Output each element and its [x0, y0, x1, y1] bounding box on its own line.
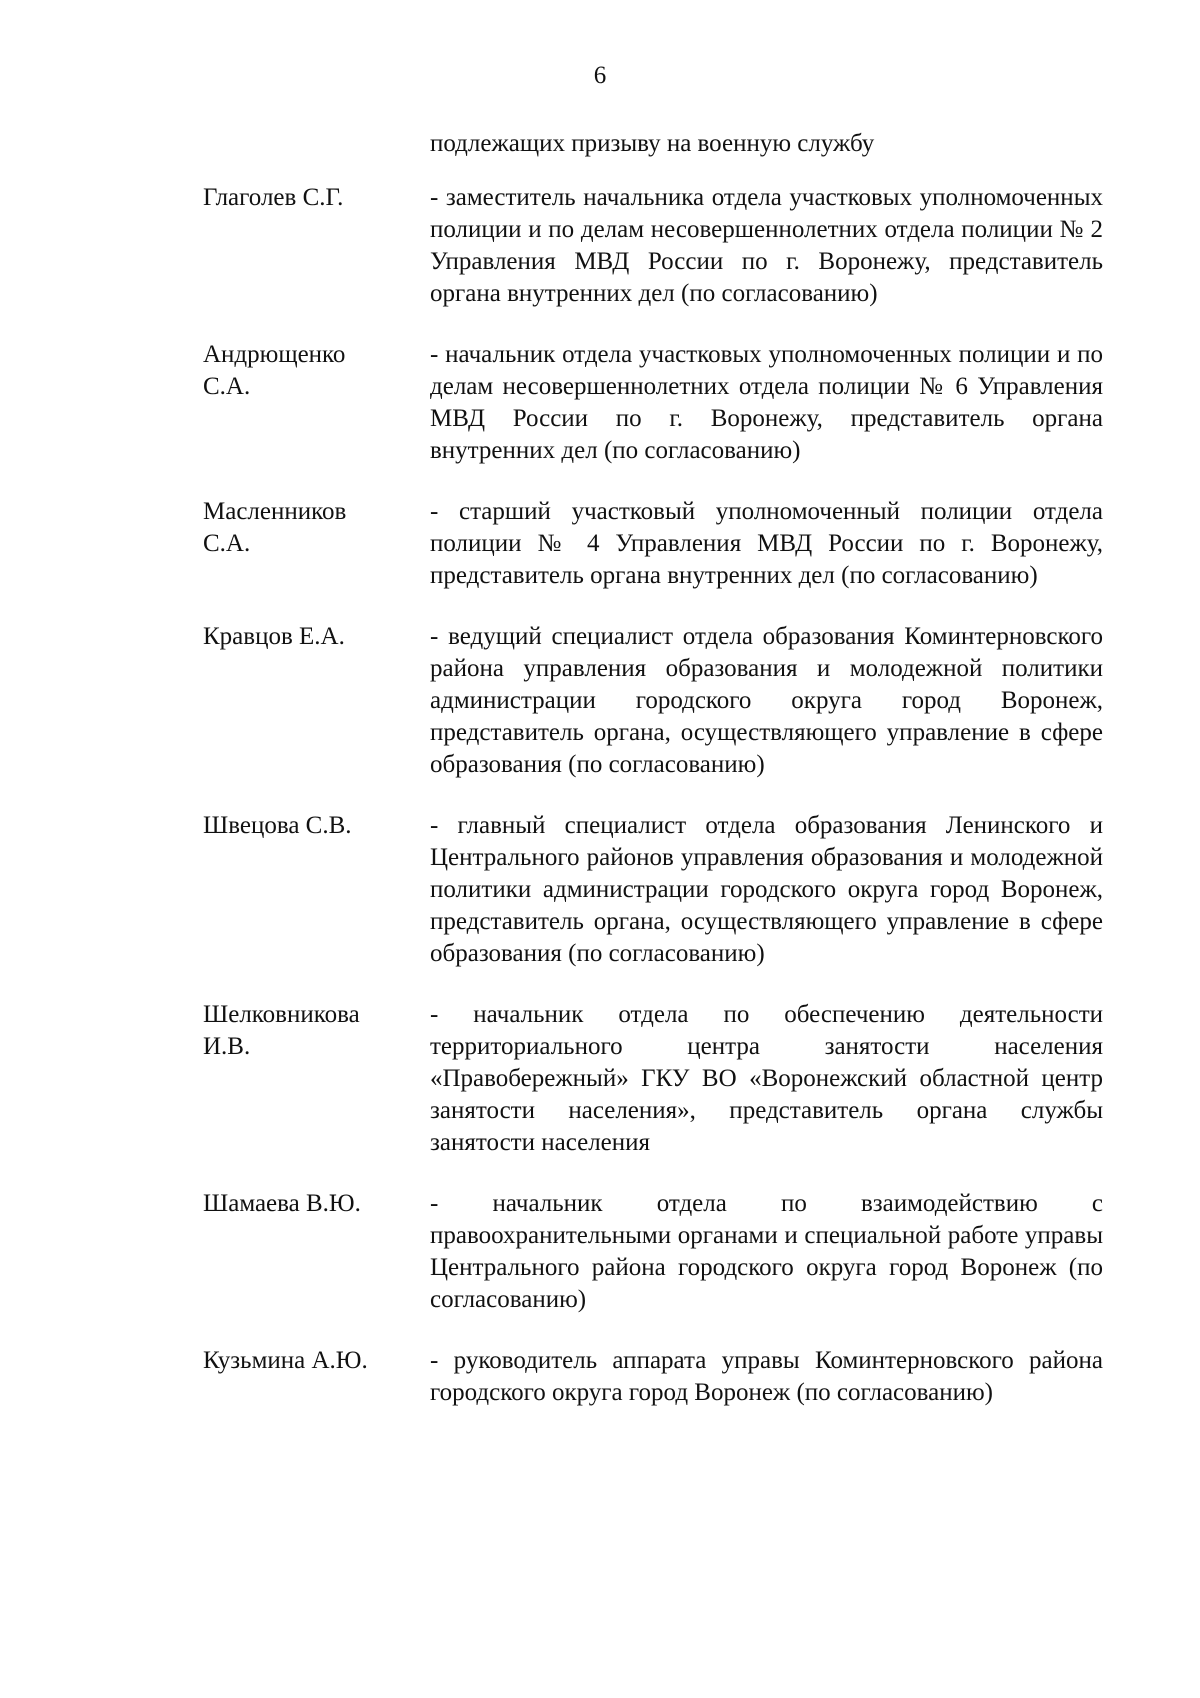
continuation-text: подлежащих призыву на военную службу — [430, 130, 875, 157]
member-entry — [203, 1345, 1103, 1409]
member-entry — [203, 182, 1103, 310]
member-entry — [203, 1188, 1103, 1316]
member-name: Шамаева В.Ю. — [203, 1190, 361, 1217]
member-entry — [203, 339, 1103, 467]
member-list — [203, 182, 1103, 1438]
member-description: - начальник отдела по обеспечению деятельности территориального центра занятости населения «Правобережный» ГКУ ВО «Воронежский областной центр занятости населения», представитель органа службы занятости населения — [430, 1001, 1103, 1156]
member-name: Кузьмина А.Ю. — [203, 1347, 368, 1374]
member-name: Масленников С.А. — [203, 498, 347, 557]
page-number: 6 — [593, 62, 607, 89]
member-description: - ведущий специалист отдела образования Коминтерновского района управления образования и молодежной политики администрации городского округа город Воронеж, представитель органа, осуществляющего управление в сфере образования (по согласованию) — [430, 623, 1103, 778]
member-description: - начальник отдела участковых уполномоченных полиции и по делам несовершеннолетних отдела полиции № 6 Управления МВД России по г. Воронежу, представитель органа внутренних дел (по согласованию) — [430, 341, 1103, 464]
member-name: Глаголев С.Г. — [203, 184, 344, 211]
member-description: - руководитель аппарата управы Коминтерновского района городского округа город Воронеж (по согласованию) — [430, 1347, 1103, 1406]
member-entry — [203, 621, 1103, 781]
member-description: - заместитель начальника отдела участковых уполномоченных полиции и по делам несовершеннолетних отдела полиции № 2 Управления МВД России по г. Воронежу, представитель органа внутренних дел (по согласованию) — [430, 184, 1103, 307]
member-entry — [203, 496, 1103, 592]
member-name: Швецова С.В. — [203, 812, 352, 839]
member-description: - главный специалист отдела образования Ленинского и Центрального районов управления образования и молодежной политики администрации городского округа город Воронеж, представитель органа, осуществляющего управление в сфере образования (по согласованию) — [430, 812, 1103, 967]
member-entry — [203, 999, 1103, 1159]
member-description: - старший участковый уполномоченный полиции отдела полиции № 4 Управления МВД России по г. Воронежу, представитель органа внутренних дел (по согласованию) — [430, 498, 1103, 589]
member-name: Андрющенко С.А. — [203, 341, 346, 400]
member-name: Шелковникова И.В. — [203, 1001, 360, 1060]
member-name: Кравцов Е.А. — [203, 623, 345, 650]
member-entry — [203, 810, 1103, 970]
member-description: - начальник отдела по взаимодействию с правоохранительными органами и специальной работе управы Центрального района городского округа город Воронеж (по согласованию) — [430, 1190, 1103, 1313]
